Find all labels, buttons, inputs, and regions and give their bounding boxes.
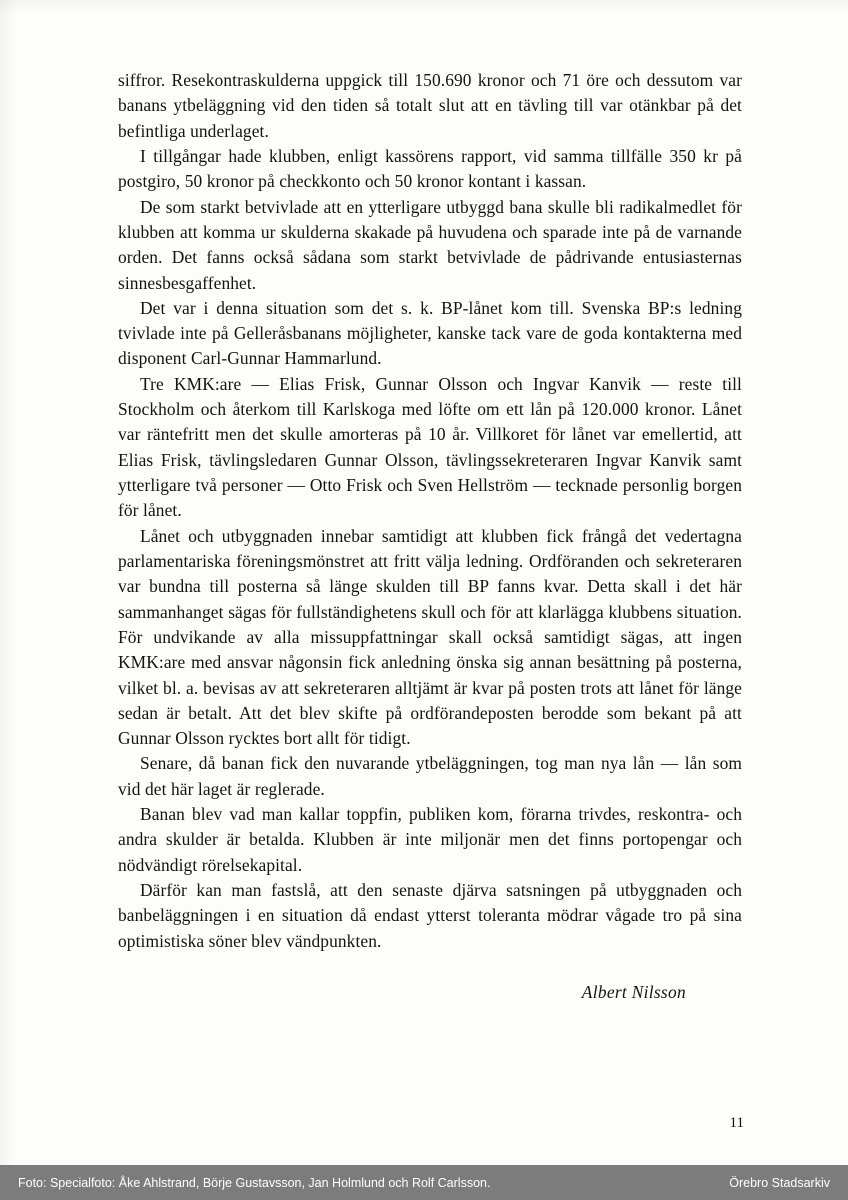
scan-edge-shading-left	[0, 0, 16, 1165]
paragraph: Tre KMK:are — Elias Frisk, Gunnar Olsson och Ingvar Kanvik — reste till Stockholm och återkom till Karlskoga med löfte om ett lån på 120.000 kronor. Lånet var räntefritt men det skulle amorteras på 10 år. Villkoret för lånet var emellertid, att Elias Frisk, tävlingsledaren Gunnar Olsson, tävlingssekreteraren Ingvar Kanvik samt ytterligare två personer — Otto Frisk och Sven Hellström — tecknade personlig borgen för lånet.	[118, 373, 742, 521]
paragraph: I tillgångar hade klubben, enligt kassörens rapport, vid samma tillfälle 350 kr på postgiro, 50 kronor på checkkonto och 50 kronor kontant i kassan.	[118, 145, 742, 192]
paragraph: Det var i denna situation som det s. k. BP-lånet kom till. Svenska BP:s ledning tvivlade inte på Gelleråsbanans möjligheter, kanske tack vare de goda kontakterna med disponent Carl-Gunnar Hammarlund.	[118, 297, 742, 369]
paragraph: Lånet och utbyggnaden innebar samtidigt att klubben fick frångå det vedertagna parlamentariska föreningsmönstret att fritt välja ledning. Ordföranden och sekreteraren var bundna till posterna så länge skulden till BP fanns kvar. Detta skall i det här sammanhanget sägas för fullständighetens skull och för att klarlägga klubbens situation. För undvikande av alla missuppfattningar skall också samtidigt sägas, att ingen KMK:are med ansvar någonsin fick anledning önska sig annan besättning på posterna, vilket bl. a. bevisas av att sekreteraren alltjämt är kvar på posten trots att lånet för länge sedan är betalt. Att det blev skifte på ordförandeposten berodde som bekant på att Gunnar Olsson rycktes bort allt för tidigt.	[118, 525, 742, 749]
scan-edge-shading-top	[0, 0, 848, 14]
author-signature: Albert Nilsson	[581, 981, 686, 1002]
photo-credit-text: Foto: Specialfoto: Åke Ahlstrand, Börje Gustavsson, Jan Holmlund och Rolf Carlsson.	[18, 1175, 491, 1190]
footer-credit-bar	[0, 1165, 848, 1200]
paragraph: Därför kan man fastslå, att den senaste djärva satsningen på utbyggnaden och banbeläggningen i en situation då endast ytterst toleranta mödrar vågade tro på sina optimistiska söner blev vändpunkten.	[118, 880, 742, 951]
paragraph: Banan blev vad man kallar toppfin, publiken kom, förarna trivdes, reskontra- och andra skulder är betalda. Klubben är inte miljonär men det finns portopengar och nödvändigt rörelsekapital.	[118, 804, 742, 875]
page-number: 11	[729, 1115, 744, 1131]
archive-name-text: Örebro Stadsarkiv	[729, 1175, 830, 1190]
body-text-column	[118, 68, 742, 1003]
paragraph: siffror. Resekontraskulderna uppgick till 150.690 kronor och 71 öre och dessutom var banans ytbeläggning vid den tiden så totalt slut att en tävling till var otänkbar på det befintliga underlaget.	[118, 70, 742, 141]
paragraph: De som starkt betvivlade att en ytterligare utbyggd bana skulle bli radikalmedlet för klubben att komma ur skulderna skakade på huvudena och sparade inte på de varnande orden. Det fanns också sådana som starkt betvivlade de pådrivande entusiasternas sinnesbesgaffenhet.	[118, 196, 742, 293]
paragraph: Senare, då banan fick den nuvarande ytbeläggningen, tog man nya lån — lån som vid det här laget är reglerade.	[118, 753, 742, 799]
